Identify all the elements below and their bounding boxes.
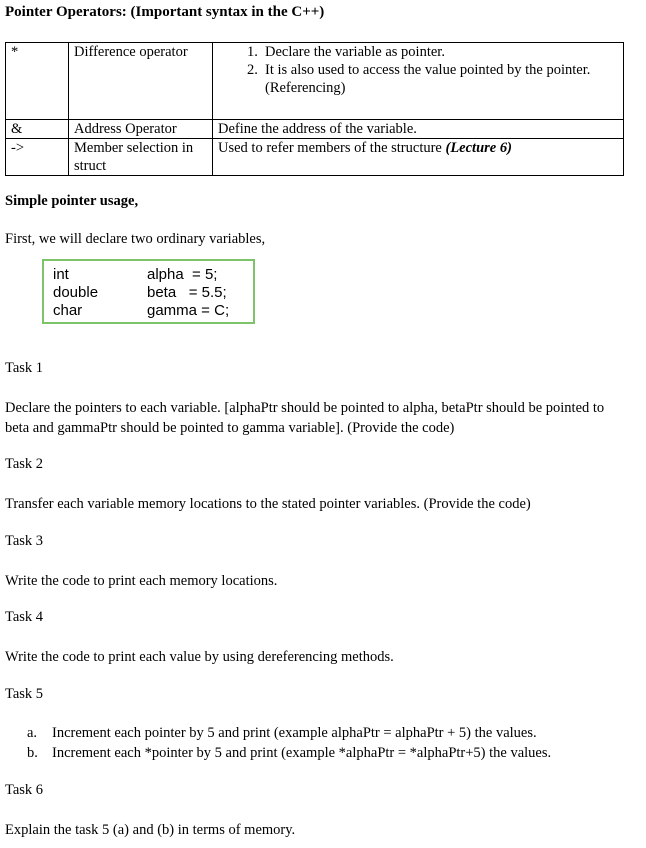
list-item: 2. It is also used to access the value pointed by the pointer. (Referencing) bbox=[247, 62, 591, 96]
table-row bbox=[6, 120, 624, 139]
code-block: int alpha = 5; double beta = 5.5; char gamma = C; bbox=[42, 259, 255, 324]
intro-text: First, we will declare two ordinary variables, bbox=[5, 231, 266, 247]
list-item: 1. Declare the variable as pointer. bbox=[247, 44, 445, 60]
section-heading: Simple pointer usage, bbox=[5, 193, 139, 209]
operator-symbol: -> bbox=[6, 139, 69, 176]
task-text: Write the code to print each value by using dereferencing methods. bbox=[5, 649, 394, 665]
operator-description: Used to refer members of the structure (Lecture 6) bbox=[213, 139, 624, 176]
operator-name: Address Operator bbox=[69, 120, 213, 139]
task-label: Task 6 bbox=[5, 782, 44, 798]
operator-description: Define the address of the variable. bbox=[213, 120, 624, 139]
operators-table bbox=[5, 42, 624, 176]
table-row bbox=[6, 43, 624, 120]
operator-name: Difference operator bbox=[69, 43, 213, 120]
task-text: Write the code to print each memory locations. bbox=[5, 573, 278, 589]
numbered-list bbox=[218, 43, 618, 97]
task-label: Task 2 bbox=[5, 456, 44, 472]
task-label: Task 5 bbox=[5, 686, 44, 702]
operator-symbol: * bbox=[6, 43, 69, 120]
task-label: Task 3 bbox=[5, 533, 44, 549]
list-item: b. Increment each *pointer by 5 and print (example *alphaPtr = *alphaPtr+5) the values. bbox=[27, 745, 552, 761]
task-label: Task 4 bbox=[5, 609, 44, 625]
task-text: Declare the pointers to each variable. [alphaPtr should be pointed to alpha, betaPtr should be pointed to beta and gammaPtr should be pointed to gamma variable]. (Provide the code) bbox=[5, 400, 605, 436]
operator-symbol: & bbox=[6, 120, 69, 139]
operator-description bbox=[213, 43, 624, 120]
task-text: Transfer each variable memory locations to the stated pointer variables. (Provide the code) bbox=[5, 496, 531, 512]
operator-name: Member selection in struct bbox=[69, 139, 213, 176]
task-label: Task 1 bbox=[5, 360, 44, 376]
task-text: Explain the task 5 (a) and (b) in terms of memory. bbox=[5, 822, 296, 838]
list-item: a. Increment each pointer by 5 and print (example alphaPtr = alphaPtr + 5) the values. bbox=[27, 725, 537, 741]
table-row bbox=[6, 139, 624, 176]
lettered-list bbox=[5, 723, 625, 763]
page-title: Pointer Operators: (Important syntax in the C++) bbox=[5, 4, 325, 20]
